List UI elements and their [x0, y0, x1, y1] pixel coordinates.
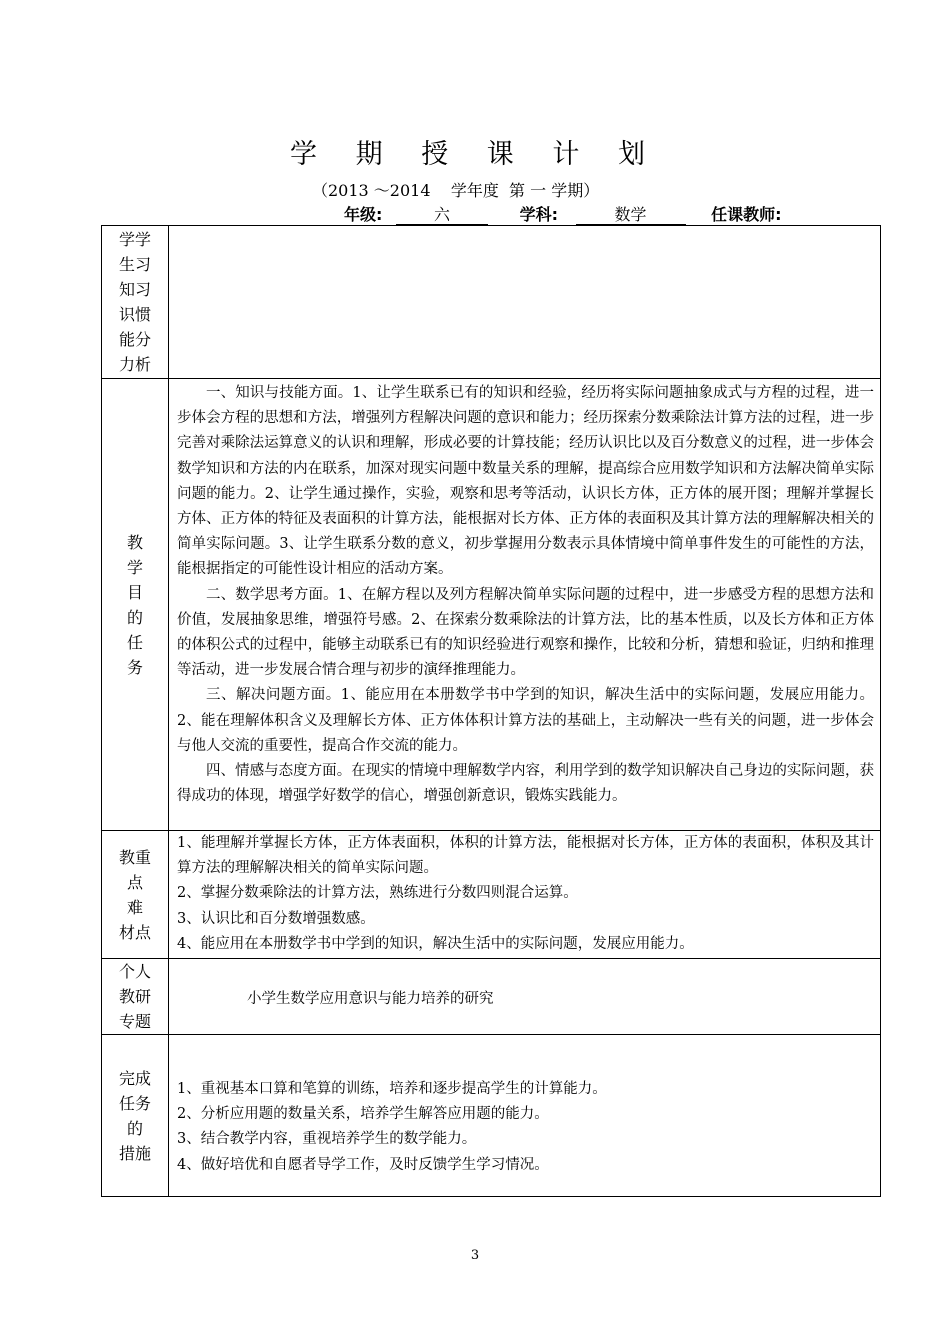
grade-label: 年级:	[344, 205, 383, 224]
objective-paragraph: 一、知识与技能方面。1、让学生联系已有的知识和经验，经历将实际问题抽象成式与方程的过程，进一步体会方程的思想和方法，增强列方程解决问题的意识和能力；经历探索分数乘除法计算方法的过程，进一步完善对乘除法运算意义的认识和理解，形成必要的计算技能；经历认识比以及百分数意义的过程，进一步体会数学知识和方法的内在联系，加深对现实问题中数量关系的理解，提高综合应用数学知识和方法解决简单实际问题的能力。2、让学生通过操作，实验，观察和思考等活动，认识长方体，正方体的展开图；理解并掌握长方体、正方体的特征及表面积的计算方法，能根据对长方体、正方体的表面积及其计算方法的理解解决相关的简单实际问题。3、让学生联系分数的意义，初步掌握用分数表示具体情境中简单事件发生的可能性的方法，能根据指定的可能性设计相应的活动方案。	[177, 385, 874, 578]
label-line: 学学	[118, 230, 151, 249]
label-line: 力析	[118, 355, 151, 374]
label-line: 教研	[118, 987, 151, 1006]
page-title: 学 期 授 课 计 划	[290, 139, 660, 170]
page-number: 3	[470, 1248, 480, 1263]
label-line: 教	[126, 532, 143, 552]
label-objectives	[102, 379, 169, 831]
measures-list	[177, 1035, 874, 1178]
label-line: 知习	[118, 280, 151, 299]
label-line: 教重	[118, 847, 151, 867]
meta-line	[344, 202, 782, 225]
plan-table	[101, 225, 881, 1197]
label-line: 的	[126, 1118, 143, 1138]
content-student-analysis	[169, 226, 881, 379]
label-key-points	[102, 831, 169, 959]
label-student-analysis	[102, 226, 169, 379]
label-line: 务	[126, 657, 143, 677]
list-item: 1、能理解并掌握长方体，正方体表面积，体积的计算方法，能根据对长方体，正方体的表面积，体积及其计算方法的理解解决相关的简单实际问题。	[177, 835, 874, 877]
subject-label: 学科:	[519, 205, 558, 224]
label-line: 的	[126, 607, 143, 627]
research-topic-text: 小学生数学应用意识与能力培养的研究	[247, 991, 494, 1007]
list-item: 2、掌握分数乘除法的计算方法，熟练进行分数四则混合运算。	[177, 885, 578, 902]
objective-paragraph: 三、解决问题方面。1、能应用在本册数学书中学到的知识，解决生活中的实际问题，发展应用能力。2、能在理解体积含义及理解长方体、正方体体积计算方法的基础上，主动解决一些有关的问题，进一步体会与他人交流的重要性，提高合作交流的能力。	[177, 687, 874, 754]
label-line: 学	[126, 557, 143, 577]
row-research-topic	[102, 959, 881, 1035]
list-item: 4、能应用在本册数学书中学到的知识，解决生活中的实际问题，发展应用能力。	[177, 935, 694, 952]
label-line: 任	[126, 632, 143, 652]
label-line: 措施	[118, 1143, 151, 1163]
label-line: 完成	[118, 1068, 151, 1088]
label-line: 个人	[118, 962, 151, 981]
list-item: 1、重视基本口算和笔算的训练，培养和逐步提高学生的计算能力。	[177, 1081, 607, 1097]
list-item: 3、结合教学内容，重视培养学生的数学能力。	[177, 1131, 477, 1148]
label-line: 材点	[118, 922, 151, 942]
label-line: 生习	[118, 255, 151, 274]
content-objectives	[169, 379, 881, 831]
academic-year: （2013 ～2014 学年度 第 一 学期）	[312, 181, 600, 200]
row-student-analysis	[102, 226, 881, 379]
label-research-topic	[102, 959, 169, 1035]
grade-value: 六	[396, 206, 488, 225]
subject-value: 数学	[576, 206, 686, 225]
content-research-topic	[169, 959, 881, 1035]
content-key-points	[169, 831, 881, 959]
label-line: 专题	[118, 1012, 151, 1031]
label-measures	[102, 1035, 169, 1197]
label-line: 能分	[118, 330, 151, 349]
row-key-points	[102, 831, 881, 959]
row-measures	[102, 1035, 881, 1197]
list-item: 4、做好培优和自愿者导学工作，及时反馈学生学习情况。	[177, 1156, 549, 1173]
objective-paragraph: 二、数学思考方面。1、在解方程以及列方程解决简单实际问题的过程中，进一步感受方程的思想方法和价值，发展抽象思维，增强符号感。2、在探索分数乘除法的计算方法，比的基本性质，以及长方体和正方体的体积公式的过程中，能够主动联系已有的知识经验进行观察和操作，比较和分析，猜想和验证，归纳和推理等活动，进一步发展合情合理与初步的演绎推理能力。	[177, 586, 874, 679]
label-line: 点	[126, 872, 143, 892]
label-line: 任务	[118, 1093, 151, 1113]
list-item: 2、分析应用题的数量关系，培养学生解答应用题的能力。	[177, 1106, 549, 1123]
list-item: 3、认识比和百分数增强数感。	[177, 910, 375, 927]
row-objectives	[102, 379, 881, 831]
objective-paragraph: 四、情感与态度方面。在现实的情境中理解数学内容，利用学到的数学知识解决自己身边的实际问题，获得成功的体现，增强学好数学的信心，增强创新意识，锻炼实践能力。	[177, 763, 874, 805]
label-line: 识惯	[118, 305, 151, 324]
label-line: 难	[126, 897, 143, 917]
teacher-label: 任课教师:	[711, 205, 782, 224]
content-measures	[169, 1035, 881, 1197]
label-line: 目	[126, 582, 143, 602]
